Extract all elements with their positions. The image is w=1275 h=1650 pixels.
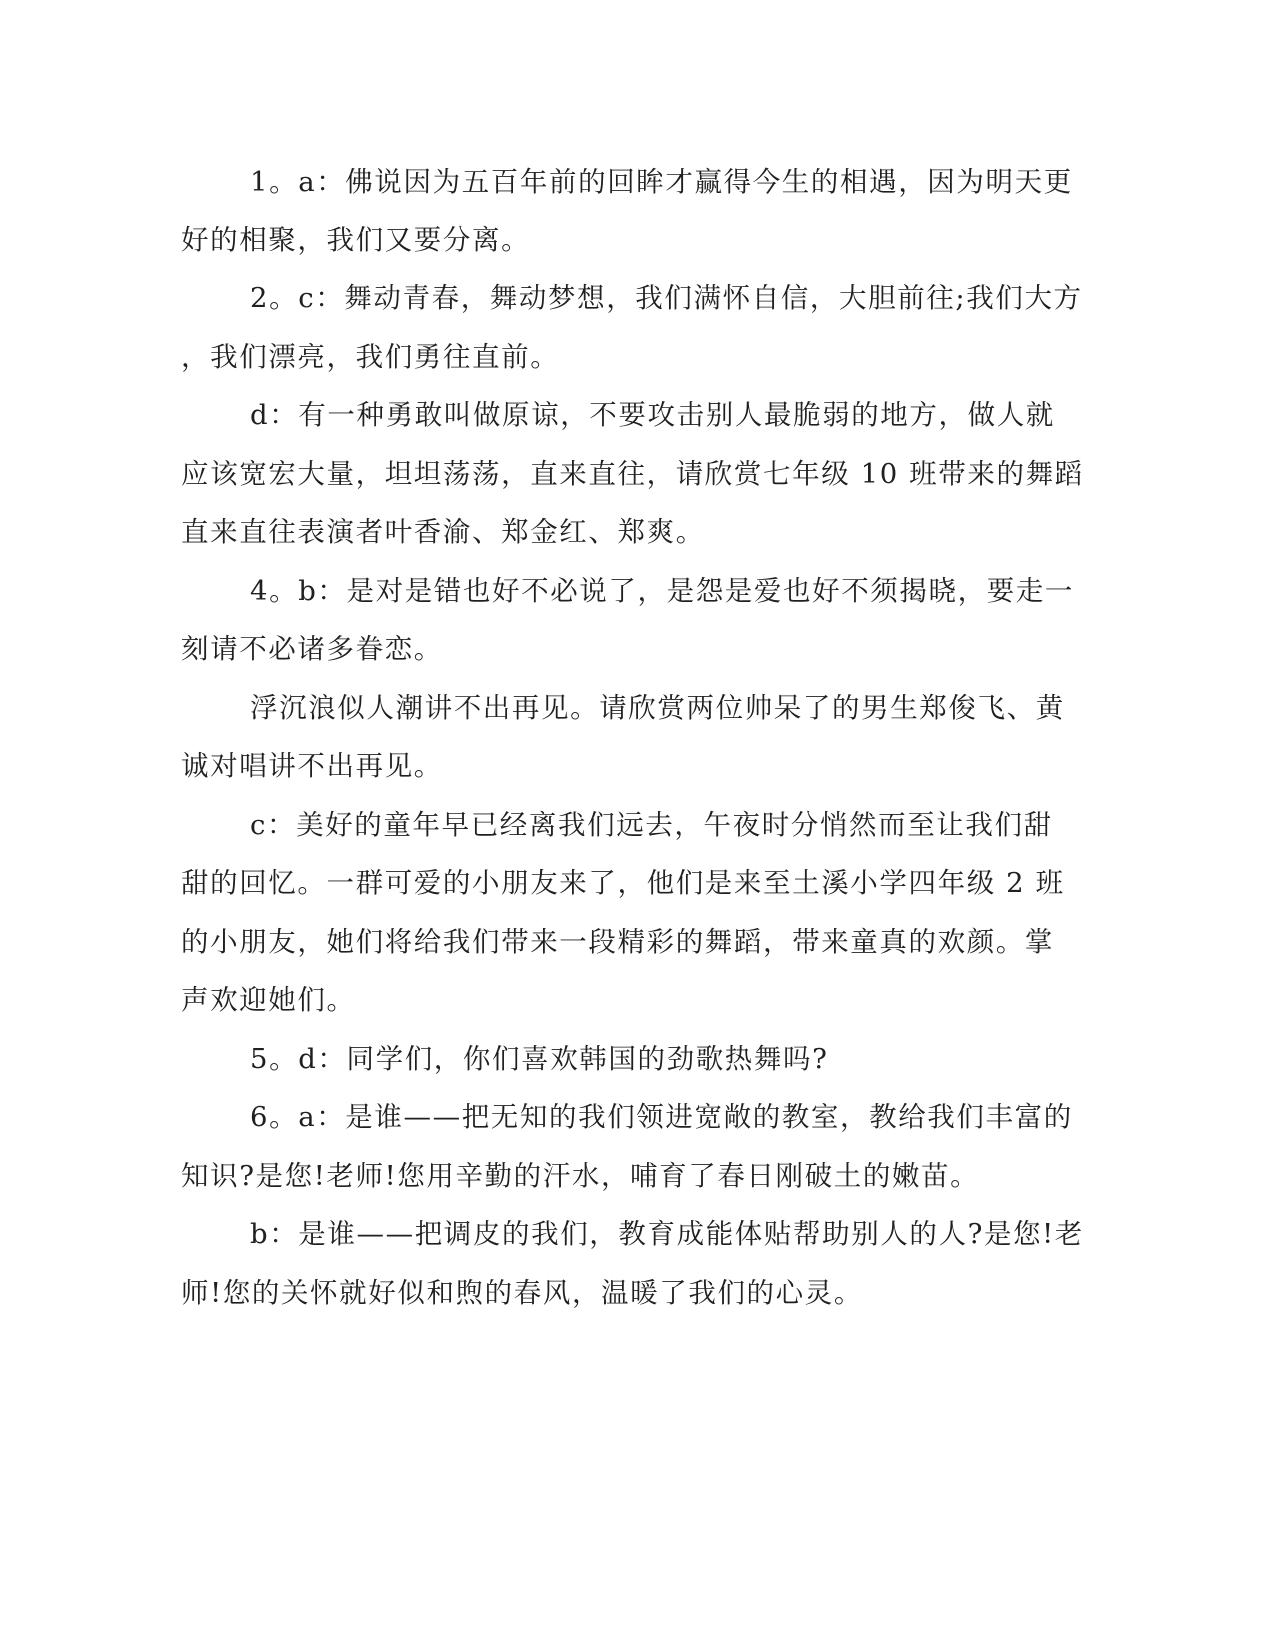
text-line: 1。a：佛说因为五百年前的回眸才赢得今生的相遇，因为明天更 — [250, 166, 1073, 198]
text-line: 刻请不必诸多眷恋。 — [181, 633, 443, 665]
text-line: 应该宽宏大量，坦坦荡荡，直来直往，请欣赏七年级 10 班带来的舞蹈 — [181, 458, 1084, 490]
text-line: 知识?是您!老师!您用辛勤的汗水，哺育了春日刚破土的嫩苗。 — [181, 1160, 980, 1192]
text-line: 5。d：同学们，你们喜欢韩国的劲歌热舞吗? — [250, 1043, 829, 1075]
text-line: 2。c：舞动青春，舞动梦想，我们满怀自信，大胆前往;我们大方 — [250, 282, 1083, 314]
text-line: d：有一种勇敢叫做原谅，不要攻击别人最脆弱的地方，做人就 — [250, 399, 1055, 431]
text-line: c：美好的童年早已经离我们远去，午夜时分悄然而至让我们甜 — [250, 809, 1053, 841]
text-line: 甜的回忆。一群可爱的小朋友来了，他们是来至土溪小学四年级 2 班 — [181, 867, 1065, 899]
text-line: ，我们漂亮，我们勇往直前。 — [181, 341, 560, 373]
text-line: 6。a：是谁——把无知的我们领进宽敞的教室，教给我们丰富的 — [250, 1101, 1073, 1133]
text-line: 声欢迎她们。 — [181, 984, 356, 1016]
text-line: 浮沉浪似人潮讲不出再见。请欣赏两位帅呆了的男生郑俊飞、黄 — [250, 692, 1065, 724]
text-line: 直来直往表演者叶香渝、郑金红、郑爽。 — [181, 516, 705, 548]
text-line: b：是谁——把调皮的我们，教育成能体贴帮助别人的人?是您!老 — [250, 1218, 1084, 1250]
text-line: 师!您的关怀就好似和煦的春风，温暖了我们的心灵。 — [181, 1277, 863, 1309]
text-line: 好的相聚，我们又要分离。 — [181, 224, 531, 256]
text-line: 诚对唱讲不出再见。 — [181, 750, 443, 782]
text-line: 的小朋友，她们将给我们带来一段精彩的舞蹈，带来童真的欢颜。掌 — [181, 926, 1054, 958]
text-line: 4。b：是对是错也好不必说了，是怨是爱也好不须揭晓，要走一 — [250, 575, 1074, 607]
